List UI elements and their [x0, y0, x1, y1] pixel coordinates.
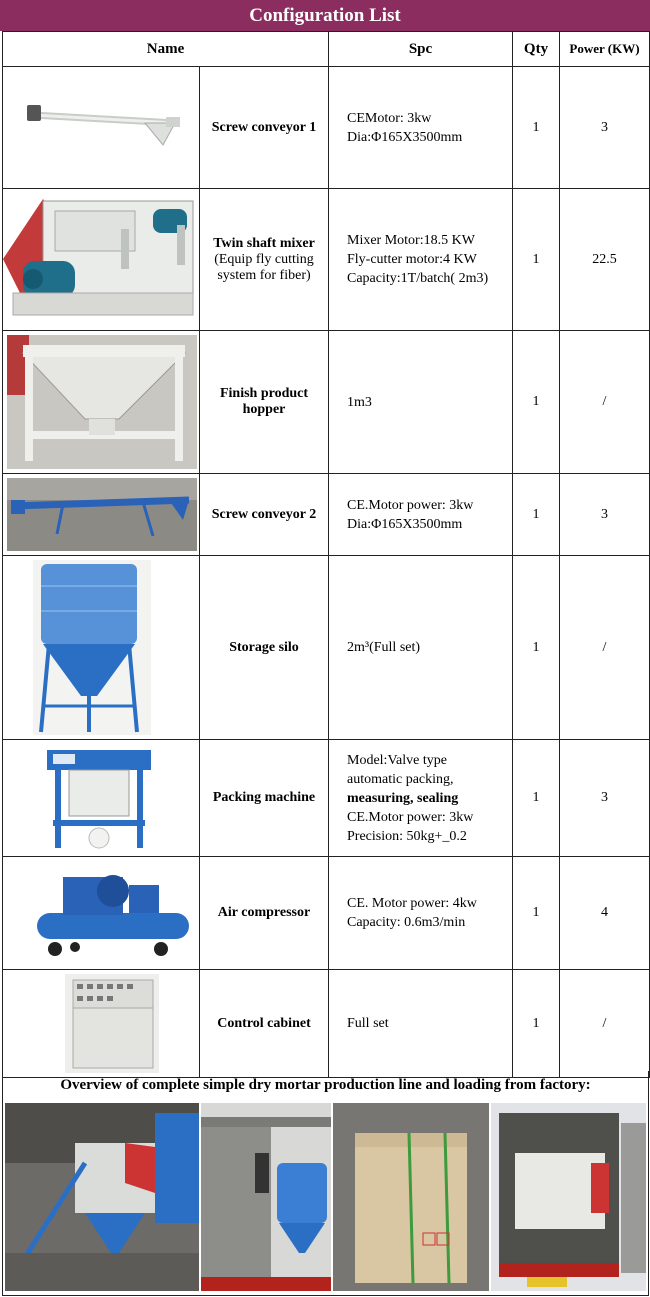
item-qty: 1 — [513, 556, 560, 740]
item-spc — [329, 970, 513, 1078]
page-title: Configuration List — [249, 5, 401, 26]
item-name-text: Air compressor — [217, 905, 311, 920]
item-name — [200, 556, 329, 740]
table-row — [3, 331, 650, 474]
table-row — [3, 189, 650, 331]
production-line-photo — [5, 1103, 199, 1291]
packing-machine-icon — [3, 740, 200, 857]
item-name-text: Screw conveyor 1 — [211, 119, 317, 135]
item-power: 3 — [560, 67, 650, 189]
item-name — [200, 970, 329, 1078]
table-row — [3, 857, 650, 970]
hopper-icon — [3, 331, 200, 474]
spc-line: Capacity:1T/batch( 2m3) — [347, 271, 489, 286]
item-qty: 1 — [513, 189, 560, 331]
configuration-table — [2, 31, 650, 1078]
item-name-text: Control cabinet — [217, 1015, 311, 1031]
item-name-text: Finish product hopper — [219, 386, 309, 417]
spc-line: 2m³(Full set) — [347, 640, 421, 655]
item-spc — [329, 189, 513, 331]
header-qty: Qty — [513, 32, 560, 67]
header-name: Name — [3, 32, 329, 67]
item-power: / — [560, 556, 650, 740]
item-name — [200, 474, 329, 556]
screw-conveyor-icon — [3, 474, 200, 556]
item-name — [200, 331, 329, 474]
header-row — [3, 32, 650, 67]
spc-line: CE.Motor power: 3kw — [347, 809, 474, 825]
spc-line: 1m3 — [347, 394, 372, 410]
item-spc — [329, 556, 513, 740]
spc-line: Mixer Motor:18.5 KW — [347, 233, 475, 248]
overview-section — [2, 1071, 649, 1296]
item-power: / — [560, 970, 650, 1078]
item-qty: 1 — [513, 331, 560, 474]
item-name — [200, 857, 329, 970]
item-power: 3 — [560, 740, 650, 857]
spc-line: measuring, sealing — [347, 790, 459, 806]
item-qty: 1 — [513, 474, 560, 556]
spc-line: CEMotor: 3kw — [347, 110, 432, 126]
truck-loading-mixer-photo — [491, 1103, 646, 1291]
item-qty: 1 — [513, 740, 560, 857]
table-row — [3, 970, 650, 1078]
spc-line: CE. Motor power: 4kw — [347, 896, 477, 911]
spc-line: Full set — [347, 1016, 389, 1031]
table-row — [3, 67, 650, 189]
storage-silo-icon — [3, 556, 200, 740]
container-loading-silo-photo — [201, 1103, 331, 1291]
item-qty: 1 — [513, 67, 560, 189]
item-qty: 1 — [513, 857, 560, 970]
spc-line: Dia:Φ165X3500mm — [347, 516, 463, 532]
spc-line: Model:Valve type — [347, 752, 447, 768]
item-spc — [329, 67, 513, 189]
item-spc — [329, 474, 513, 556]
overview-title: Overview of complete simple dry mortar production line and loading from factory: — [60, 1077, 591, 1093]
spc-line: CE.Motor power: 3kw — [347, 497, 474, 513]
title-bar — [0, 0, 650, 31]
table-row — [3, 556, 650, 740]
spc-line: Precision: 50kg+_0.2 — [347, 828, 467, 844]
spc-line: Fly-cutter motor:4 KW — [347, 252, 477, 267]
item-qty: 1 — [513, 970, 560, 1078]
control-cabinet-icon — [3, 970, 200, 1078]
item-power: 4 — [560, 857, 650, 970]
item-name-text: Storage silo — [229, 639, 299, 655]
screw-conveyor-icon — [3, 67, 200, 189]
item-name-text: Screw conveyor 2 — [211, 506, 317, 522]
overview-photos — [5, 1103, 646, 1291]
header-power: Power (KW) — [560, 32, 650, 67]
item-spc — [329, 740, 513, 857]
item-name-text: Packing machine — [212, 790, 316, 805]
item-spc — [329, 857, 513, 970]
item-name-subtitle: (Equip fly cutting system for fiber) — [214, 251, 314, 283]
air-compressor-icon — [3, 857, 200, 970]
item-spc — [329, 331, 513, 474]
item-name — [200, 189, 329, 331]
spc-line: automatic packing, — [347, 771, 454, 787]
item-name-text: Twin shaft mixer — [213, 235, 315, 251]
table-row — [3, 474, 650, 556]
header-spc: Spc — [329, 32, 513, 67]
item-power: 3 — [560, 474, 650, 556]
wooden-crate-photo — [333, 1103, 489, 1291]
twin-shaft-mixer-icon — [3, 189, 200, 331]
table-row — [3, 740, 650, 857]
spc-line: Dia:Φ165X3500mm — [347, 129, 463, 145]
spc-line: Capacity: 0.6m3/min — [347, 915, 466, 930]
item-power: 22.5 — [560, 189, 650, 331]
item-name — [200, 67, 329, 189]
item-power: / — [560, 331, 650, 474]
item-name — [200, 740, 329, 857]
